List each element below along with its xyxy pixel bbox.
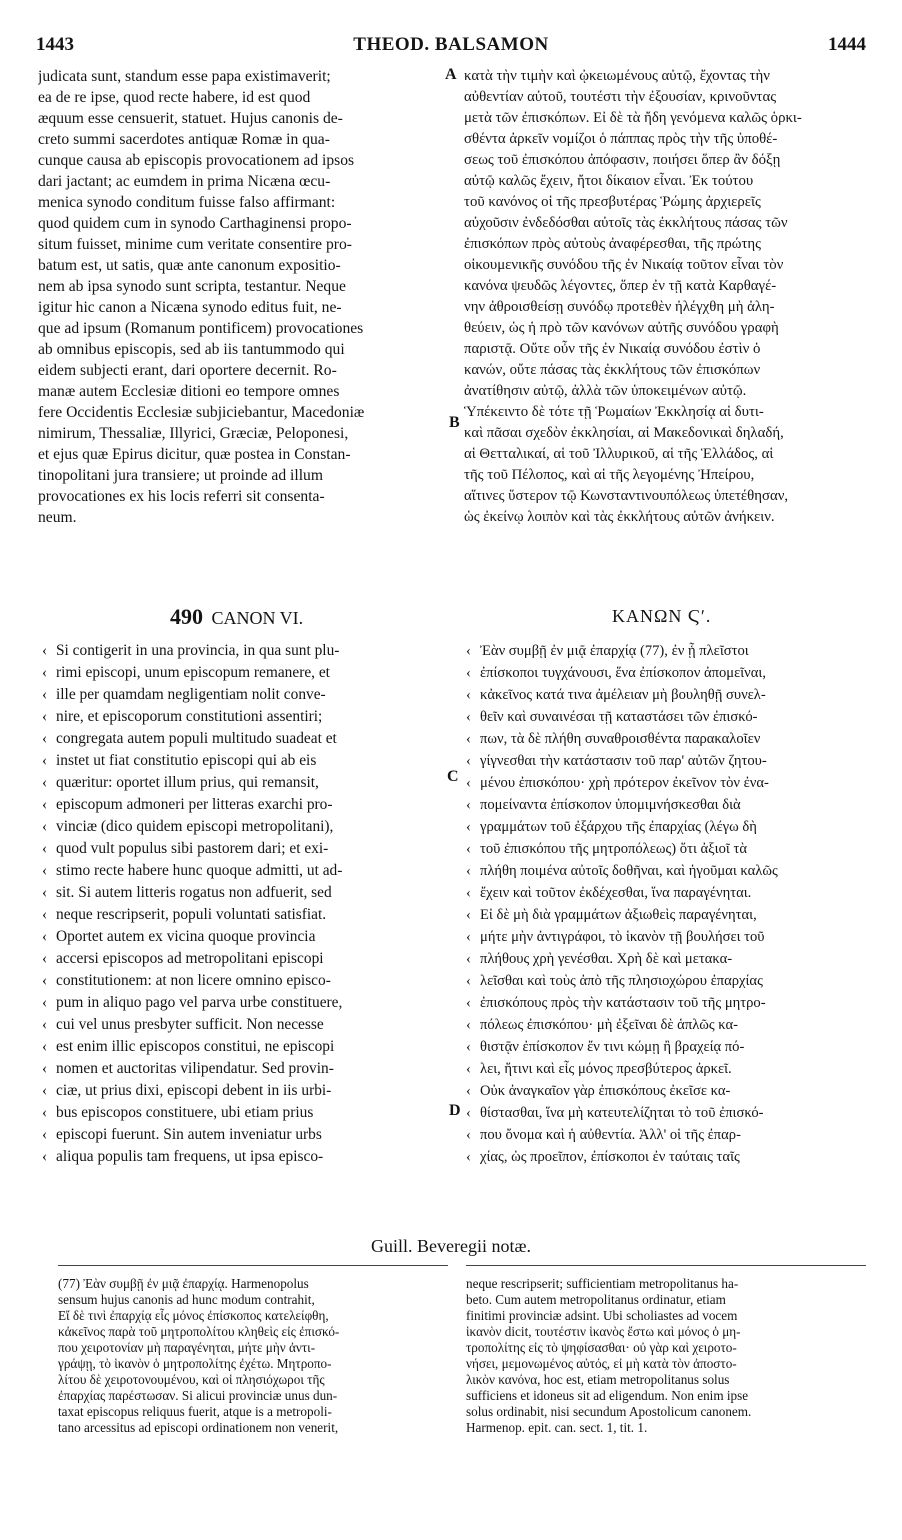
latin-text-line <box>38 297 444 318</box>
latin-text-line-text: que ad ipsum (Romanum pontificem) provocationes <box>38 320 364 337</box>
canon-heading-greek <box>612 606 711 627</box>
latin-canon-line <box>42 860 446 882</box>
latin-text-line-text: fere Occidentis Ecclesiæ subjiciebantur, Macedoniæ <box>38 404 365 421</box>
greek-canon-line <box>466 1014 872 1036</box>
quotation-mark: ‹ <box>42 862 48 879</box>
latin-canon-line <box>42 816 446 838</box>
latin-text-line <box>38 339 444 360</box>
canon-title-latin: CANON VI. <box>211 608 304 628</box>
greek-canon-line-text: γραμμάτων τοῦ ἐξάρχου τῆς ἐπαρχίας (λέγω δὴ <box>480 819 757 835</box>
latin-canon-line-text: constitutionem: at non licere omnino episco- <box>56 972 331 989</box>
latin-canon-line <box>42 926 446 948</box>
latin-text-line <box>38 276 444 297</box>
note-line <box>466 1292 866 1308</box>
greek-text-line <box>464 297 870 318</box>
latin-text-line-text: situm fuisset, minime cum veritate consentire pro- <box>38 236 352 253</box>
quotation-mark: ‹ <box>466 687 471 703</box>
latin-text-line-text: manæ autem Ecclesiæ ditioni eo tempore omnes <box>38 383 340 400</box>
greek-text-line <box>464 129 870 150</box>
latin-canon-line <box>42 948 446 970</box>
note-line-text: sufficiens et idoneus sit ad eligendum. Non enim ipse <box>466 1388 749 1403</box>
latin-text-line-text: igitur hic canon a Nicæna synodo editus fuit, ne- <box>38 299 342 316</box>
note-line-text: κἀκεῖνος παρὰ τοῦ μητροπολίτου κληθεὶς εἰς ἐπισκό- <box>58 1324 340 1339</box>
latin-canon-line <box>42 1014 446 1036</box>
note-line <box>466 1420 866 1436</box>
quotation-mark: ‹ <box>466 1149 471 1165</box>
greek-canon-line-text: θίστασθαι, ἵνα μὴ κατευτελίζηται τὸ τοῦ ἐπισκό- <box>480 1105 764 1121</box>
greek-canon-line-text: θιστᾷν ἐπίσκοπον ἔν τινι κώμῃ ἢ βραχείᾳ πό- <box>480 1039 745 1055</box>
greek-canon-line <box>466 728 872 750</box>
quotation-mark: ‹ <box>466 819 471 835</box>
greek-canon-line-text: χίας, ὡς προεῖπον, ἐπίσκοποι ἐν ταύταις ταῖς <box>480 1149 740 1165</box>
latin-text-line-text: et ejus quæ Epirus dicitur, quæ postea in Constan- <box>38 446 351 463</box>
latin-text-line-text: æquum esse censuerit, statuet. Hujus canonis de- <box>38 110 343 127</box>
quotation-mark: ‹ <box>42 642 48 659</box>
greek-text-line-text: Ὑπέκειντο δὲ τότε τῇ Ῥωμαίων Ἐκκλησίᾳ αἱ δυτι- <box>464 404 764 420</box>
greek-text-line <box>464 465 870 486</box>
latin-canon-line <box>42 992 446 1014</box>
quotation-mark: ‹ <box>42 840 48 857</box>
greek-canon-line <box>466 1146 872 1168</box>
note-line-text: Εἴ δὲ τινὶ ἐπαρχίᾳ εἷς μόνος ἐπίσκοπος κατελείφθη, <box>58 1308 329 1323</box>
greek-text-line-text: σεως τοῦ ἐπισκόπου ἀπόφασιν, ποιήσει ὅπερ ἂν δόξῃ <box>464 152 781 168</box>
greek-text-line-text: τῆς τοῦ Πέλοπος, καὶ αἱ τῆς λεγομένης Ἠπείρου, <box>464 467 755 483</box>
note-line <box>58 1308 448 1324</box>
quotation-mark: ‹ <box>466 1061 471 1077</box>
note-line-text: ἐπαρχίας παρέστωσαν. Si alicui provinciæ unus dun- <box>58 1388 338 1403</box>
greek-canon-line-text: ἐπίσκοποι τυγχάνουσι, ἕνα ἐπίσκοπον ἀπομεῖναι, <box>480 665 766 681</box>
greek-canon-line <box>466 706 872 728</box>
greek-canon-line-text: πόλεως ἐπισκόπου· μὴ ἐξεῖναι δὲ ἁπλῶς κα- <box>480 1017 739 1033</box>
latin-text-line-text: nem ab ipsa synodo sunt scripta, testantur. Neque <box>38 278 346 295</box>
quotation-mark: ‹ <box>42 730 48 747</box>
notes-title: Guill. Beveregii notæ. <box>371 1236 531 1256</box>
quotation-mark: ‹ <box>42 950 48 967</box>
latin-canon-line <box>42 728 446 750</box>
greek-canon-line-text: μένου ἐπισκόπου· χρὴ πρότερον ἐκεῖνον τὸν ἐνα- <box>480 775 769 791</box>
quotation-mark: ‹ <box>466 863 471 879</box>
greek-text-line <box>464 171 870 192</box>
latin-text-line-text: cunque causa ab episcopis provocationem ad ipsos <box>38 152 355 169</box>
latin-canon-line <box>42 1036 446 1058</box>
latin-text-line <box>38 318 444 339</box>
quotation-mark: ‹ <box>466 797 471 813</box>
notes-column-right <box>466 1276 866 1436</box>
note-line <box>58 1276 448 1292</box>
greek-canon-line <box>466 926 872 948</box>
greek-canon-line <box>466 948 872 970</box>
latin-canon-line <box>42 1080 446 1102</box>
latin-text-line <box>38 486 444 507</box>
latin-text-line-text: provocationes ex his locis referri sit consenta- <box>38 488 325 505</box>
greek-canon-line <box>466 838 872 860</box>
latin-canon-line <box>42 662 446 684</box>
greek-text-line-text: αὐχοῦσιν ἐνδεδόσθαι αὐτοῖς τὰς ἐκκλήτους πάσας τῶν <box>464 215 788 231</box>
note-line-text: λικὸν κανόνα, hoc est, etiam metropolitanus solus <box>466 1372 730 1387</box>
latin-canon-line-text: Si contigerit in una provincia, in qua sunt plu- <box>56 642 340 659</box>
note-line-text: solus ordinabit, nisi secundum Apostolicum canonem. <box>466 1404 752 1419</box>
greek-canon-line-text: Οὐκ ἀναγκαῖον γὰρ ἐπισκόπους ἐκεῖσε κα- <box>480 1083 731 1099</box>
greek-canon-line <box>466 992 872 1014</box>
note-line-text: finitimi provinciæ adsint. Ubi scholiastes ad vocem <box>466 1308 738 1323</box>
latin-canon-line-text: ciæ, ut prius dixi, episcopi debent in iis urbi- <box>56 1082 332 1099</box>
greek-text-line <box>464 423 870 444</box>
margin-letter-b: B <box>449 414 460 431</box>
note-line <box>466 1276 866 1292</box>
note-line <box>58 1404 448 1420</box>
latin-canon-line <box>42 794 446 816</box>
greek-canon-line <box>466 882 872 904</box>
latin-text-column-top <box>38 66 444 528</box>
latin-text-line <box>38 507 444 528</box>
greek-canon-line <box>466 904 872 926</box>
quotation-mark: ‹ <box>42 1016 48 1033</box>
latin-text-line-text: quod quidem cum in synodo Carthaginensi propo- <box>38 215 352 232</box>
greek-text-line <box>464 402 870 423</box>
margin-letter-c: C <box>447 768 459 785</box>
latin-canon-line-text: Oportet autem ex vicina quoque provincia <box>56 928 316 945</box>
greek-text-line-text: τοῦ κανόνος οἱ τῆς πρεσβυτέρας Ῥώμης ἀρχιερεῖς <box>464 194 761 210</box>
latin-canon-line-text: sit. Si autem litteris rogatus non adfuerit, sed <box>56 884 332 901</box>
page-number-left: 1443 <box>36 34 74 55</box>
note-line-text: neque rescripserit; sufficientiam metropolitanus ha- <box>466 1276 739 1291</box>
note-line <box>466 1372 866 1388</box>
note-line-text: γράψῃ, τὸ ἱκανὸν ὁ μητροπολίτης ἐχέτω. Μητροπο- <box>58 1356 332 1371</box>
greek-text-line-text: κατὰ τὴν τιμὴν καὶ ᾠκειωμένους αὐτῷ, ἔχοντας τὴν <box>464 68 770 84</box>
greek-text-line <box>464 507 870 528</box>
quotation-mark: ‹ <box>466 665 471 681</box>
quotation-mark: ‹ <box>466 775 471 791</box>
quotation-mark: ‹ <box>466 1105 471 1121</box>
greek-canon-line <box>466 684 872 706</box>
greek-canon-line-text: θεῖν καὶ συναινέσαι τῇ καταστάσει τῶν ἐπισκό- <box>480 709 758 725</box>
quotation-mark: ‹ <box>466 907 471 923</box>
note-line-text: τροπολίτης εἰς τὸ ψηφίσασθαι· οὐ γὰρ καὶ χειροτο- <box>466 1340 737 1355</box>
latin-canon-line <box>42 970 446 992</box>
latin-canon-line <box>42 1058 446 1080</box>
running-title: THEOD. BALSAMON <box>353 34 549 55</box>
greek-text-line <box>464 444 870 465</box>
notes-rule-left <box>58 1265 448 1266</box>
greek-text-line-text: ἐπισκόπων πρὸς αὐτοὺς ἀναφέρεσθαι, τῆς πρώτης <box>464 236 762 252</box>
latin-canon-line-text: bus episcopos constituere, ubi etiam prius <box>56 1104 314 1121</box>
greek-canon-line-text: ἐπισκόπους πρὸς τὴν κατάστασιν τοῦ τῆς μητρο- <box>480 995 766 1011</box>
latin-canon-line <box>42 1146 446 1168</box>
latin-text-line-text: eidem subjecti erant, dari oportere decernit. Ro- <box>38 362 337 379</box>
latin-text-line <box>38 192 444 213</box>
latin-text-line <box>38 423 444 444</box>
greek-canon-line-text: πλήθους χρὴ γενέσθαι. Χρὴ δὲ καὶ μετακα- <box>480 951 733 967</box>
greek-canon-line-text: πων, τὰ δὲ πλήθη συναθροισθέντα παρακαλοῖεν <box>480 731 761 747</box>
greek-text-line <box>464 486 870 507</box>
greek-canon-line-text: κἀκεῖνος κατά τινα ἀμέλειαν μὴ βουληθῇ συνελ- <box>480 687 766 703</box>
latin-canon-line-text: est enim illic episcopos constitui, ne episcopi <box>56 1038 335 1055</box>
note-line <box>466 1308 866 1324</box>
greek-canon-line-text: λει, ἥτινι καὶ εἷς μόνος πρεσβύτερος ἀρκεῖ. <box>480 1061 732 1077</box>
quotation-mark: ‹ <box>42 1104 48 1121</box>
greek-text-line <box>464 192 870 213</box>
greek-canon-line-text: μήτε μὴν ἀντιγράφοι, τὸ ἱκανὸν τῇ βουλήσει τοῦ <box>480 929 765 945</box>
quotation-mark: ‹ <box>466 973 471 989</box>
latin-text-line <box>38 234 444 255</box>
latin-text-line <box>38 465 444 486</box>
note-line-text: νήσει, μεμονωμένος αὐτός, εἰ μὴ κατὰ τὸν ἀποστο- <box>466 1356 737 1371</box>
latin-canon-line-text: episcopi fuerunt. Sin autem inveniatur urbs <box>56 1126 322 1143</box>
greek-canon-line <box>466 1036 872 1058</box>
latin-canon-line-text: congregata autem populi multitudo suadeat et <box>56 730 337 747</box>
latin-canon-line-text: quod vult populus sibi pastorem dari; et exi- <box>56 840 329 857</box>
greek-text-line <box>464 108 870 129</box>
latin-canon-line <box>42 706 446 728</box>
latin-canon-line-text: nire, et episcoporum constitutioni assentiri; <box>56 708 323 725</box>
latin-text-line-text: batum est, ut satis, quæ ante canonum expositio- <box>38 257 341 274</box>
note-line <box>58 1324 448 1340</box>
quotation-mark: ‹ <box>466 643 471 659</box>
latin-canon-line-text: vinciæ (dico quidem episcopi metropolitani), <box>56 818 334 835</box>
greek-canon-line <box>466 860 872 882</box>
latin-text-line <box>38 150 444 171</box>
note-line-text: sensum hujus canonis ad hunc modum contrahit, <box>58 1292 315 1307</box>
note-line <box>58 1292 448 1308</box>
quotation-mark: ‹ <box>42 1148 48 1165</box>
notes-column-left <box>58 1276 448 1436</box>
latin-canon-line-text: cui vel unus presbyter sufficit. Non necesse <box>56 1016 324 1033</box>
note-line-text: ἱκανὸν dicit, τουτέστιν ἱκανὸς ἔστω καὶ μόνος ὁ μη- <box>466 1324 741 1339</box>
greek-text-line-text: παριστᾷ. Οὔτε οὖν τῆς ἐν Νικαίᾳ συνόδου ἐστὶν ὁ <box>464 341 761 357</box>
latin-canon-line-text: aliqua populis tam frequens, ut ipsa episco- <box>56 1148 324 1165</box>
greek-text-line <box>464 66 870 87</box>
quotation-mark: ‹ <box>42 818 48 835</box>
quotation-mark: ‹ <box>42 1060 48 1077</box>
latin-canon-line <box>42 640 446 662</box>
note-line-text: Harmenop. epit. can. sect. 1, tit. 1. <box>466 1420 648 1435</box>
greek-canon-line <box>466 1102 872 1124</box>
latin-text-line <box>38 360 444 381</box>
greek-canon-line <box>466 750 872 772</box>
canon-number: 490 <box>170 604 203 629</box>
note-line <box>466 1404 866 1420</box>
latin-text-line-text: creto summi sacerdotes antiquæ Romæ in qua- <box>38 131 330 148</box>
latin-canon-line-text: quæritur: oportet illum prius, qui remansit, <box>56 774 319 791</box>
latin-text-line <box>38 444 444 465</box>
greek-canon-line <box>466 640 872 662</box>
quotation-mark: ‹ <box>466 841 471 857</box>
latin-canon-line <box>42 684 446 706</box>
note-line-text: λίτου δὲ χειροτονουμένου, καὶ οἱ πλησιόχωροι τῆς <box>58 1372 325 1387</box>
quotation-mark: ‹ <box>42 1126 48 1143</box>
latin-canon-line-text: accersi episcopos ad metropolitani episcopi <box>56 950 324 967</box>
canon-heading-latin <box>170 604 303 630</box>
greek-text-line-text: αἵτινες ὕστερον τῷ Κωνσταντινουπόλεως ὑπετέθησαν, <box>464 488 789 504</box>
quotation-mark: ‹ <box>466 1017 471 1033</box>
quotation-mark: ‹ <box>42 796 48 813</box>
quotation-mark: ‹ <box>42 884 48 901</box>
greek-text-line-text: αἱ Θετταλικαί, αἱ τοῦ Ἰλλυρικοῦ, αἱ τῆς Ἑλλάδος, αἱ <box>464 446 774 462</box>
latin-text-line <box>38 213 444 234</box>
greek-canon-line-text: τοῦ ἐπισκόπου τῆς μητροπόλεως) ὅτι ἀξιοῖ τὰ <box>480 841 747 857</box>
note-line <box>466 1388 866 1404</box>
quotation-mark: ‹ <box>466 1127 471 1143</box>
quotation-mark: ‹ <box>466 753 471 769</box>
quotation-mark: ‹ <box>42 774 48 791</box>
note-line <box>466 1356 866 1372</box>
latin-canon-line <box>42 750 446 772</box>
quotation-mark: ‹ <box>466 951 471 967</box>
greek-canon-line <box>466 816 872 838</box>
latin-text-line-text: judicata sunt, standum esse papa existimaverit; <box>38 68 331 85</box>
greek-text-line <box>464 318 870 339</box>
latin-text-line-text: menica synodo conditum fuisse falso affirmant: <box>38 194 336 211</box>
quotation-mark: ‹ <box>42 906 48 923</box>
note-line-text: (77) Ἐὰν συμβῇ ἐν μιᾷ ἐπαρχίᾳ. Harmenopolus <box>58 1276 309 1291</box>
greek-canon-line-text: γίγνεσθαι τὴν κατάστασιν τοῦ παρ' αὐτῶν ζητου- <box>480 753 767 769</box>
greek-canon-line <box>466 794 872 816</box>
note-line-text: beto. Cum autem metropolitanus ordinatur, etiam <box>466 1292 726 1307</box>
latin-canon-line-text: ille per quamdam negligentiam nolit conve- <box>56 686 326 703</box>
greek-canon-line <box>466 1080 872 1102</box>
greek-text-column-top <box>464 66 870 528</box>
latin-text-line <box>38 108 444 129</box>
quotation-mark: ‹ <box>466 709 471 725</box>
latin-canon-line <box>42 838 446 860</box>
latin-text-line-text: ab omnibus episcopis, sed ab iis tantummodo qui <box>38 341 345 358</box>
latin-text-line-text: dari jactant; ac eumdem in prima Nicæna œcu- <box>38 173 331 190</box>
latin-text-line <box>38 171 444 192</box>
latin-canon-line <box>42 1102 446 1124</box>
greek-text-line <box>464 87 870 108</box>
greek-canon-line-text: που ὄνομα καὶ ἡ αὐθεντία. Ἀλλ' οἱ τῆς ἐπαρ- <box>480 1127 741 1143</box>
latin-text-line <box>38 87 444 108</box>
greek-canon-line <box>466 970 872 992</box>
latin-canon-line-text: neque rescripserit, populi voluntati satisfiat. <box>56 906 327 923</box>
latin-text-line <box>38 129 444 150</box>
latin-canon-line-text: rimi episcopi, unum episcopum remanere, et <box>56 664 330 681</box>
quotation-mark: ‹ <box>42 994 48 1011</box>
greek-text-line <box>464 255 870 276</box>
greek-text-line-text: αὐθεντίαν αὐτοῦ, τουτέστι τὴν ἐξουσίαν, κρινοῦντας <box>464 89 777 105</box>
latin-canon-line-text: pum in aliquo pago vel parva urbe constituere, <box>56 994 343 1011</box>
greek-text-line-text: καὶ πᾶσαι σχεδὸν ἐκκλησίαι, αἱ Μακεδονικαὶ δηλαδή, <box>464 425 784 441</box>
latin-canon-line <box>42 904 446 926</box>
latin-text-line <box>38 381 444 402</box>
greek-text-line-text: ἀνατίθησιν αὐτῷ, ἀλλὰ τῶν ὑποκειμένων αὐτῷ. <box>464 383 747 399</box>
greek-text-line-text: σθέντα ἀρκεῖν νομίζοι ὁ πάππας πρὸς τὴν τῆς ὑποθέ- <box>464 131 778 147</box>
note-line <box>58 1340 448 1356</box>
quotation-mark: ‹ <box>42 1082 48 1099</box>
quotation-mark: ‹ <box>42 928 48 945</box>
latin-text-line-text: neum. <box>38 509 77 526</box>
latin-canon-line-text: stimo recte habere hunc quoque admitti, ut ad- <box>56 862 343 879</box>
quotation-mark: ‹ <box>42 972 48 989</box>
note-line <box>58 1356 448 1372</box>
quotation-mark: ‹ <box>42 686 48 703</box>
quotation-mark: ‹ <box>466 1083 471 1099</box>
latin-canon-line <box>42 1124 446 1146</box>
quotation-mark: ‹ <box>42 1038 48 1055</box>
greek-canon-line-text: Εἰ δὲ μὴ διὰ γραμμάτων ἀξιωθεὶς παραγένηται, <box>480 907 757 923</box>
greek-text-line <box>464 339 870 360</box>
latin-text-line <box>38 66 444 87</box>
quotation-mark: ‹ <box>466 929 471 945</box>
greek-text-line <box>464 381 870 402</box>
latin-text-line <box>38 255 444 276</box>
running-header <box>36 34 866 64</box>
latin-canon-line <box>42 882 446 904</box>
greek-canon-line <box>466 1058 872 1080</box>
note-line-text: tano arcessitus ad episcopi ordinationem non venerit, <box>58 1420 339 1435</box>
note-line <box>466 1340 866 1356</box>
greek-canon-line-text: πομείναντα ἐπίσκοπον ὑπομιμνήσκεσθαι διὰ <box>480 797 741 813</box>
greek-text-line-text: οἰκουμενικῆς συνόδου τῆς ἐν Νικαίᾳ τοῦτον εἶναι τὸν <box>464 257 784 273</box>
page-number-right: 1444 <box>828 34 866 55</box>
margin-letter-a: A <box>445 66 457 83</box>
notes-rule-right <box>466 1265 866 1266</box>
note-line <box>58 1388 448 1404</box>
latin-canon-line <box>42 772 446 794</box>
greek-canon-line-text: ἔχειν καὶ τοῦτον ἐκδέχεσθαι, ἵνα παραγένηται. <box>480 885 752 901</box>
greek-text-line <box>464 234 870 255</box>
latin-canon-line-text: instet ut fiat constitutio episcopi qui ab eis <box>56 752 317 769</box>
canon-title-greek: ΚΑΝΩΝ Ϛʹ. <box>612 606 712 626</box>
latin-canon-line-text: episcopum admoneri per litteras exarchi pro- <box>56 796 333 813</box>
note-line <box>58 1372 448 1388</box>
greek-text-line-text: θεύειν, ὡς ἡ πρὸ τῶν κανόνων αὐτῆς συνόδου γραφὴ <box>464 320 779 336</box>
greek-text-line <box>464 150 870 171</box>
greek-text-line-text: αὐτῷ καλῶς ἔχειν, ἤτοι δίκαιον εἶναι. Ἐκ τούτου <box>464 173 754 189</box>
quotation-mark: ‹ <box>42 708 48 725</box>
quotation-mark: ‹ <box>466 885 471 901</box>
latin-text-line-text: ea de re ipse, quod recte habere, id est quod <box>38 89 311 106</box>
greek-text-line-text: ὡς ἐκείνῳ λοιπὸν καὶ τὰς ἐκκλήτους αὐτῶν ἀνήκειν. <box>464 509 775 525</box>
note-line-text: taxat episcopus reliquus fuerit, atque is a metropoli- <box>58 1404 332 1419</box>
note-line <box>466 1324 866 1340</box>
greek-text-line-text: μετὰ τῶν ἐπισκόπων. Εἰ δὲ τὰ ἤδη γενόμενα καλῶς ὁρκι- <box>464 110 802 126</box>
greek-canon-line <box>466 772 872 794</box>
greek-canon-line-text: πλήθη ποιμένα αὐτοῖς δοθῆναι, καὶ ἡγοῦμαι καλῶς <box>480 863 778 879</box>
latin-canon-line-text: nomen et auctoritas vilipendatur. Sed provin- <box>56 1060 334 1077</box>
greek-text-line <box>464 276 870 297</box>
greek-text-line-text: νην ἀθροισθείσῃ συνόδῳ προτεθὲν ἠλέγχθη μὴ ἀλη- <box>464 299 775 315</box>
note-line-text: που χειροτονίαν μὴ παραγένηται, μήτε μὴν ἀντι- <box>58 1340 316 1355</box>
latin-text-line-text: tinopolitani jura transiere; ut proinde ad illum <box>38 467 323 484</box>
greek-canon-text <box>466 640 872 1168</box>
greek-canon-line <box>466 662 872 684</box>
quotation-mark: ‹ <box>42 664 48 681</box>
greek-text-line <box>464 213 870 234</box>
latin-text-line-text: nimirum, Thessaliæ, Illyrici, Græciæ, Peloponesi, <box>38 425 349 442</box>
margin-letter-d: D <box>449 1102 461 1119</box>
quotation-mark: ‹ <box>466 995 471 1011</box>
greek-canon-line <box>466 1124 872 1146</box>
quotation-mark: ‹ <box>466 731 471 747</box>
greek-text-line-text: κανόνα ψευδῶς λέγοντες, ὅπερ ἐν τῇ κατὰ Καρθαγέ- <box>464 278 777 294</box>
quotation-mark: ‹ <box>466 1039 471 1055</box>
latin-text-line <box>38 402 444 423</box>
greek-canon-line-text: Ἐὰν συμβῇ ἐν μιᾷ ἐπαρχίᾳ (77), ἐν ᾗ πλεῖστοι <box>480 643 749 659</box>
quotation-mark: ‹ <box>42 752 48 769</box>
greek-canon-line-text: λεῖσθαι καὶ τοὺς ἀπὸ τῆς πλησιοχώρου ἐπαρχίας <box>480 973 763 989</box>
note-line <box>58 1420 448 1436</box>
latin-canon-text <box>42 640 446 1168</box>
greek-text-line-text: κανών, οὔτε πάσας τὰς ἐκκλήτους τῶν ἐπισκόπων <box>464 362 761 378</box>
greek-text-line <box>464 360 870 381</box>
